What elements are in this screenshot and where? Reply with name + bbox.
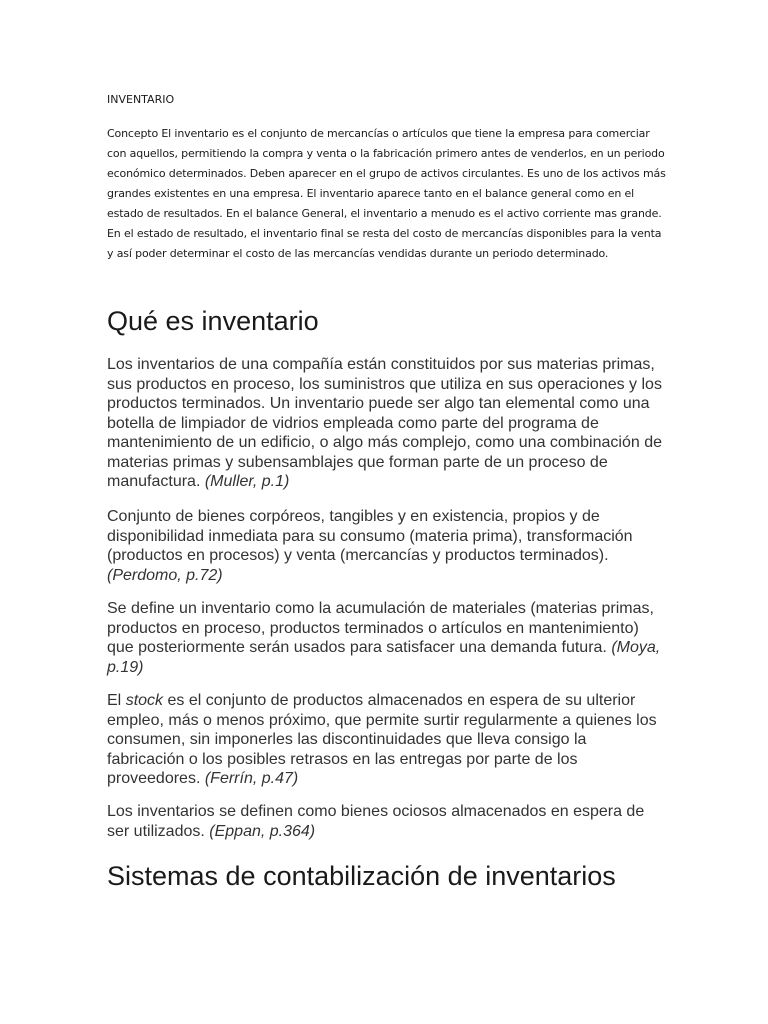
- paragraph-moya: [107, 599, 667, 677]
- paragraph-eppan: [107, 802, 667, 841]
- heading-que-es-inventario: Qué es inventario: [107, 306, 319, 336]
- concept-paragraph: Concepto El inventario es el conjunto de mercancías o artículos que tiene la empresa para comerciar con aquellos, permitiendo la compra y venta o la fabricación primero antes de venderlos, en un periodo económico determinados. Deben aparecer en el grupo de activos circulantes. Es uno de los activos más grandes existentes en una empresa. El inventario aparece tanto en el balance general como en el estado de resultados. En el balance General, el inventario a menudo es el activo corriente mas grande. En el estado de resultado, el inventario final se resta del costo de mercancías disponibles para la venta y así poder determinar el costo de las mercancías vendidas durante un periodo determinado.: [107, 127, 666, 260]
- citation: (Eppan, p.364): [209, 822, 316, 840]
- paragraph-text: es el conjunto de productos almacenados en espera de su ulterior empleo, más o menos próximo, que permite surtir regularmente a quienes los consumen, sin imponerles las discontinuidades que lleva consigo la fabricación o los posibles retrasos en las entregas por parte de los proveedores.: [107, 692, 657, 787]
- paragraph-text: Los inventarios se definen como bienes ociosos almacenados en espera de ser utilizados.: [107, 803, 645, 840]
- paragraph-text: Se define un inventario como la acumulación de materiales (materias primas, productos en proceso, productos terminados o artículos en mantenimiento) que posteriormente serán usados para satisfacer una demanda futura.: [107, 600, 654, 656]
- citation: (Muller, p.1): [204, 473, 290, 490]
- heading-sistemas-contabilizacion: Sistemas de contabilización de inventarios: [107, 861, 616, 891]
- paragraph-prefix: El: [107, 692, 122, 709]
- citation: (Moya, p.19): [107, 639, 661, 676]
- paragraph-text: Los inventarios de una compañía están constituidos por sus materias primas, sus productos en proceso, los suministros que utiliza en sus operaciones y los productos terminados. Un inventario puede ser algo tan elemental como una botella de limpiador de vidrios empleada como parte del programa de mantenimiento de un edificio, o algo más complejo, como una combinación de materias primas y subensamblajes que forman parte de un proceso de manufactura.: [107, 356, 662, 490]
- paragraph-muller: [107, 355, 667, 492]
- section-label: INVENTARIO: [107, 93, 175, 106]
- citation: (Ferrín, p.47): [204, 770, 299, 787]
- paragraph-perdomo: [107, 507, 667, 585]
- emphasis-stock: stock: [125, 692, 164, 709]
- paragraph-ferrin: [107, 691, 667, 789]
- citation: (Perdomo, p.72): [107, 566, 223, 584]
- paragraph-text: Conjunto de bienes corpóreos, tangibles y en existencia, propios y de disponibilidad inmediata para su consumo (materia prima), transformación (productos en procesos) y venta (mercancías y productos terminados).: [107, 508, 633, 564]
